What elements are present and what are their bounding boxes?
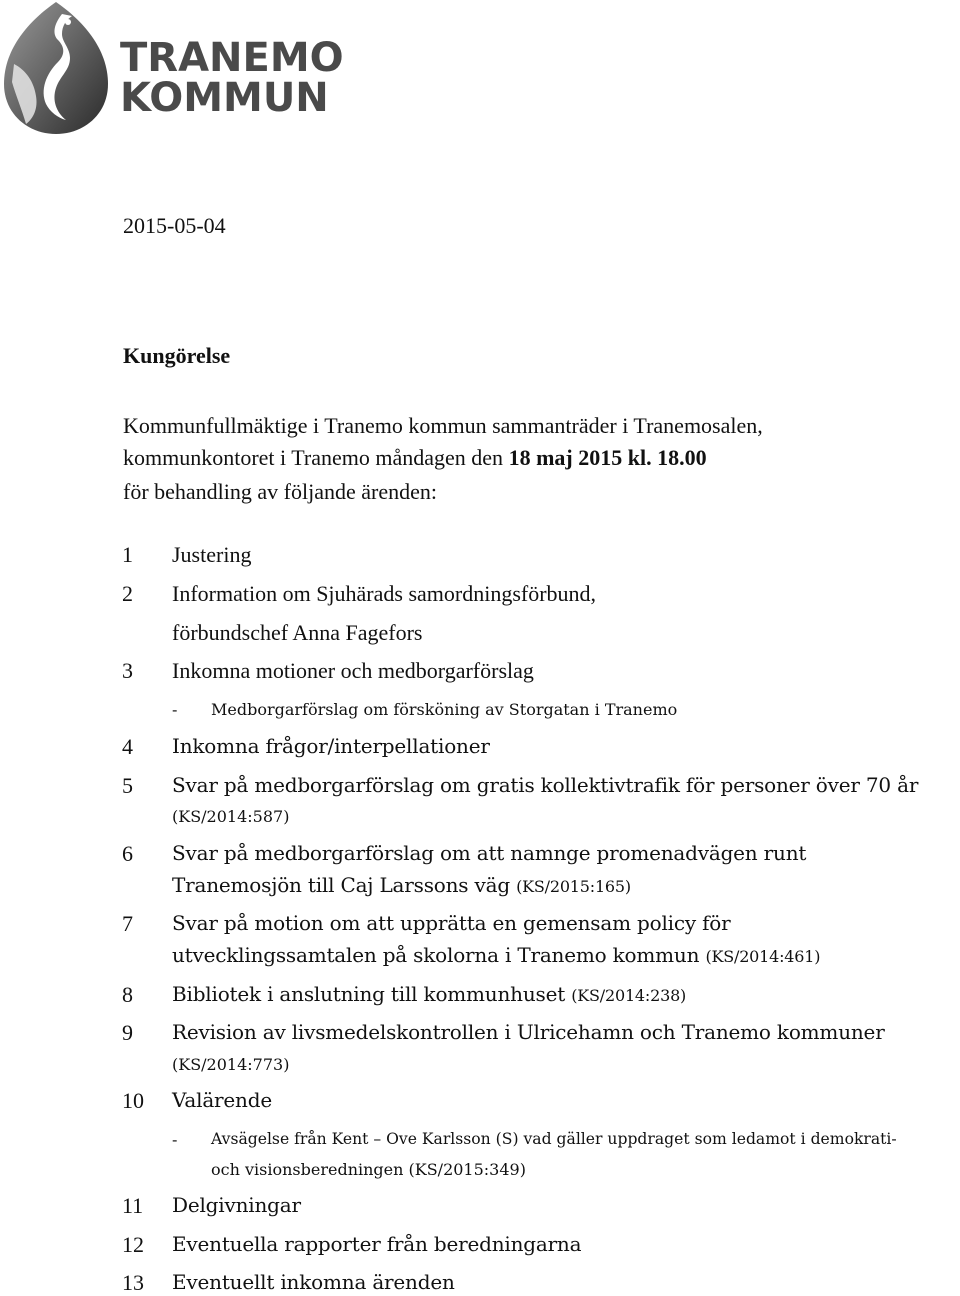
agenda-item-text: Inkomna motioner och medborgarförslag (172, 658, 534, 683)
intro-line-2-text: kommunkontoret i Tranemo måndagen den (123, 445, 509, 470)
agenda-item-text: Eventuella rapporter från beredningarna (172, 1232, 582, 1256)
agenda-item-number: 1 (122, 542, 133, 567)
agenda-item-number: 12 (122, 1232, 144, 1257)
case-reference: (KS/2014:773) (172, 1055, 290, 1074)
agenda-item-text-continued (172, 943, 820, 967)
case-reference: (KS/2014:461) (705, 947, 821, 966)
agenda-item-number: 8 (122, 982, 133, 1007)
tranemo-kommun-logo (0, 0, 344, 140)
agenda-item-text: Revision av livsmedelskontrollen i Ulricehamn och Tranemo kommuner (172, 1020, 885, 1044)
agenda-item-number: 11 (122, 1193, 144, 1218)
agenda-item-text: Svar på motion om att upprätta en gemensam policy för (172, 911, 731, 935)
agenda-item-text: Justering (172, 542, 252, 567)
intro-line-2 (123, 445, 707, 471)
agenda-item-number: 4 (122, 734, 133, 759)
agenda-item-number: 13 (122, 1270, 144, 1295)
agenda-item-text-continued-label: Tranemosjön till Caj Larssons väg (172, 873, 510, 897)
agenda-item-text (172, 982, 686, 1006)
crane-emblem-icon (0, 0, 112, 136)
agenda-item-text-continued-label: utvecklingssamtalen på skolorna i Tranemo kommun (172, 943, 700, 967)
agenda-sub-item: Avsägelse från Kent – Ove Karlsson (S) vad gäller uppdraget som ledamot i demokrati- (211, 1130, 897, 1148)
agenda-item-number: 9 (122, 1020, 133, 1045)
logo-line-1: TRANEMO (120, 35, 344, 81)
sub-item-dash: - (172, 1130, 178, 1149)
agenda-item-text: Valärende (172, 1088, 272, 1112)
logo-line-2: KOMMUN (120, 75, 329, 121)
agenda-item-text-label: Bibliotek i anslutning till kommunhuset (172, 982, 566, 1006)
agenda-item-number: 2 (122, 581, 133, 606)
meeting-datetime: 18 maj 2015 kl. 18.00 (508, 445, 707, 470)
intro-line-3: för behandling av följande ärenden: (123, 479, 437, 504)
agenda-item-number: 3 (122, 658, 133, 683)
document-heading: Kungörelse (123, 343, 231, 368)
intro-line-1: Kommunfullmäktige i Tranemo kommun sammanträder i Tranemosalen, (123, 413, 763, 438)
agenda-item-text: Svar på medborgarförslag om att namnge promenadvägen runt (172, 841, 807, 865)
agenda-item-text: Svar på medborgarförslag om gratis kollektivtrafik för personer över 70 år (172, 773, 919, 797)
agenda-item-number: 7 (122, 911, 133, 936)
agenda-item-text: Inkomna frågor/interpellationer (172, 734, 490, 758)
agenda-item-text: Delgivningar (172, 1193, 301, 1217)
agenda-item-text: Information om Sjuhärads samordningsförbund, (172, 581, 597, 606)
document-date: 2015-05-04 (123, 213, 226, 238)
agenda-item-text: Eventuellt inkomna ärenden (172, 1270, 455, 1294)
case-reference: (KS/2014:587) (172, 807, 290, 826)
agenda-sub-item: Medborgarförslag om försköning av Storgatan i Tranemo (211, 700, 678, 719)
agenda-sub-item-continued: och visionsberedningen (KS/2015:349) (211, 1160, 526, 1179)
agenda-item-number: 10 (122, 1088, 144, 1113)
agenda-item-text-continued (172, 873, 631, 897)
sub-item-dash: - (172, 700, 178, 719)
case-reference: (KS/2015:165) (516, 877, 631, 896)
case-reference: (KS/2014:238) (571, 986, 687, 1005)
agenda-item-text-continued: förbundschef Anna Fagefors (172, 620, 423, 645)
agenda-item-number: 5 (122, 773, 133, 798)
agenda-item-number: 6 (122, 841, 133, 866)
